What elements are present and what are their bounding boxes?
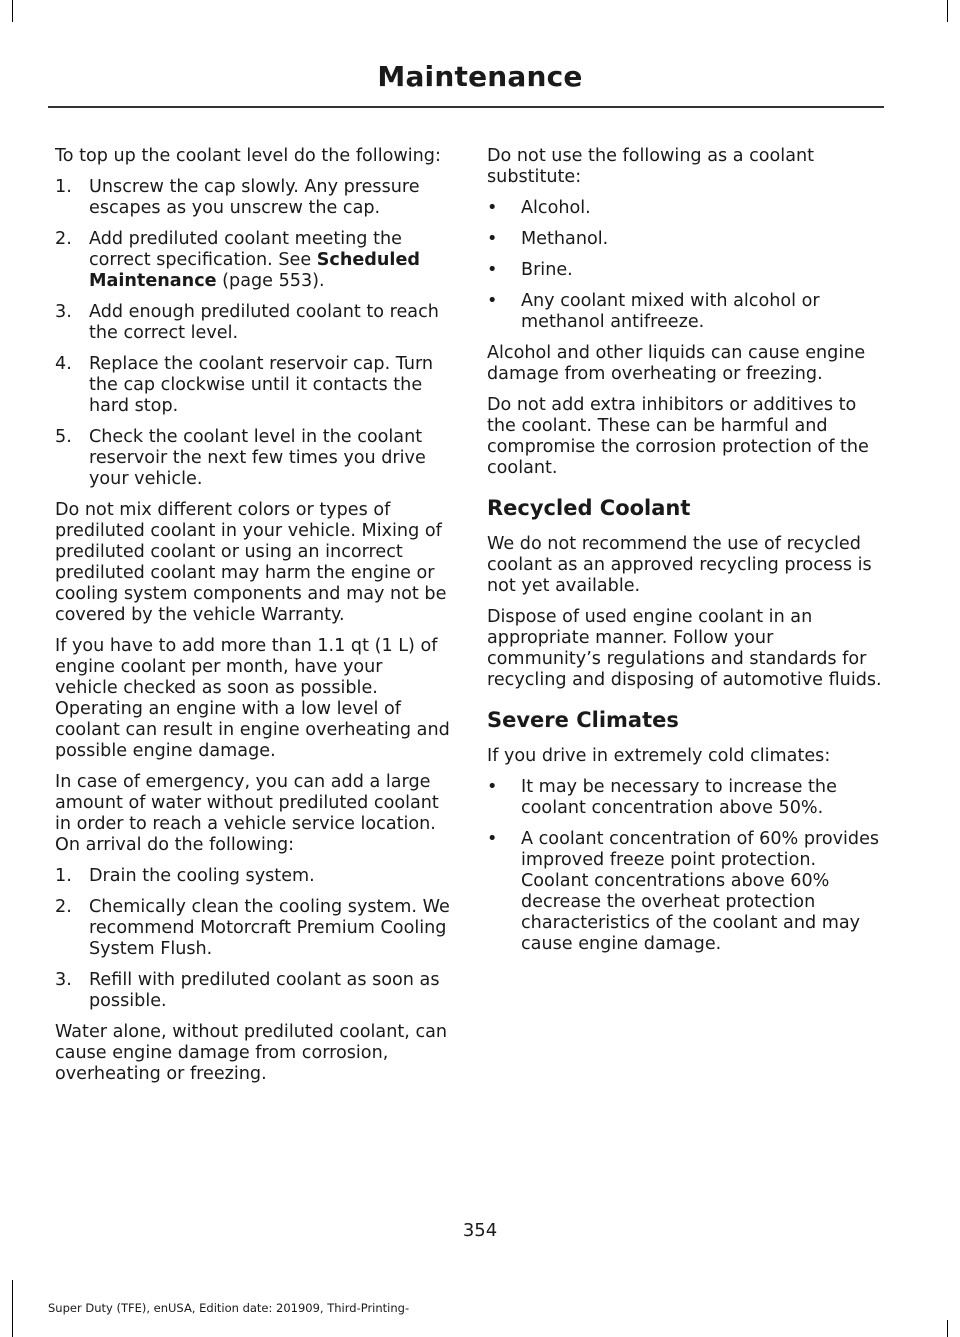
- bullet-icon: •: [487, 291, 498, 311]
- bullet-icon: •: [487, 260, 498, 280]
- step-text: Unscrew the cap slowly. Any pressure escapes as you unscrew the cap.: [89, 177, 420, 218]
- inhibitors-warning-text: Do not add extra inhibitors or additives to the coolant. These can be harmful and compromise the corrosion protection of the coolant.: [487, 395, 869, 478]
- right-column: [487, 146, 882, 965]
- step-text: Drain the cooling system.: [89, 866, 315, 886]
- bullet-text: Methanol.: [521, 229, 609, 249]
- water-warning-text: Water alone, without prediluted coolant, can cause engine damage from corrosion, overheating or freezing.: [55, 1022, 448, 1084]
- add-coolant-text: If you have to add more than 1.1 qt (1 L) of engine coolant per month, have your vehicle checked as soon as possible. Operating an engine with a low level of coolant can result in engine overheating and possible engine damage.: [55, 636, 450, 761]
- step-number: 3.: [55, 970, 72, 990]
- step-number: 5.: [55, 427, 72, 447]
- dispose-text: Dispose of used engine coolant in an appropriate manner. Follow your community’s regulations and standards for recycling and disposing of automotive fluids.: [487, 607, 882, 690]
- step-text: Add prediluted coolant meeting the correct specification. See: [89, 229, 402, 270]
- bullet-text: A coolant concentration of 60% provides improved freeze point protection. Coolant concentrations above 60% decrease the overheat protection characteristics of the coolant and may cause engine damage.: [521, 829, 880, 954]
- bullet-icon: •: [487, 777, 498, 797]
- list-item: [487, 829, 882, 955]
- page-number: 354: [462, 1220, 498, 1241]
- left-column: [55, 146, 450, 1095]
- crop-mark-top-right: [947, 0, 948, 22]
- crop-mark-bottom-left: [12, 1280, 13, 1337]
- page-reference: (page 553).: [216, 271, 325, 291]
- list-item: [55, 354, 450, 417]
- substitute-intro-text: Do not use the following as a coolant substitute:: [487, 146, 815, 187]
- cold-climate-text: If you drive in extremely cold climates:: [487, 746, 831, 766]
- list-item: [487, 229, 882, 250]
- list-item: [55, 897, 450, 960]
- bullet-icon: •: [487, 829, 498, 849]
- step-text: Refill with prediluted coolant as soon as possible.: [89, 970, 440, 1011]
- alcohol-warning-text: Alcohol and other liquids can cause engine damage from overheating or freezing.: [487, 343, 866, 384]
- list-item: [487, 198, 882, 219]
- recycled-text: We do not recommend the use of recycled coolant as an approved recycling process is not yet available.: [487, 534, 872, 596]
- intro-text: To top up the coolant level do the following:: [55, 146, 441, 166]
- step-text: Replace the coolant reservoir cap. Turn the cap clockwise until it contacts the hard stop.: [89, 354, 434, 416]
- list-item: [487, 777, 882, 819]
- bullet-text: Any coolant mixed with alcohol or methanol antifreeze.: [521, 291, 820, 332]
- step-number: 3.: [55, 302, 72, 322]
- bullet-text: Alcohol.: [521, 198, 591, 218]
- bullet-icon: •: [487, 198, 498, 218]
- list-item: [55, 866, 450, 887]
- cross-reference-link[interactable]: Scheduled Maintenance: [89, 250, 420, 291]
- step-number: 4.: [55, 354, 72, 374]
- step-number: 1.: [55, 866, 72, 886]
- emergency-steps: [55, 866, 450, 1012]
- step-number: 1.: [55, 177, 72, 197]
- step-number: 2.: [55, 229, 72, 249]
- bullet-text: Brine.: [521, 260, 573, 280]
- list-item: [55, 229, 450, 292]
- cold-climate-list: [487, 777, 882, 955]
- bullet-text: It may be necessary to increase the coolant concentration above 50%.: [521, 777, 837, 818]
- list-item: [487, 260, 882, 281]
- emergency-text: In case of emergency, you can add a large amount of water without prediluted coolant in order to reach a vehicle service location. On arrival do the following:: [55, 772, 439, 855]
- section-heading-recycled: Recycled Coolant: [487, 496, 691, 520]
- list-item: [487, 291, 882, 333]
- step-text: Check the coolant level in the coolant reservoir the next few times you drive your vehicle.: [89, 427, 426, 489]
- step-text: Add enough prediluted coolant to reach the correct level.: [89, 302, 439, 343]
- header-rule: [48, 106, 884, 108]
- bullet-icon: •: [487, 229, 498, 249]
- mix-warning-text: Do not mix different colors or types of prediluted coolant in your vehicle. Mixing of prediluted coolant or using an incorrect prediluted coolant may harm the engine or cooling system components and may not be covered by the vehicle Warranty.: [55, 500, 447, 625]
- crop-mark-top-left: [12, 0, 13, 22]
- top-up-steps: [55, 177, 450, 490]
- list-item: [55, 302, 450, 344]
- substitute-list: [487, 198, 882, 333]
- list-item: [55, 177, 450, 219]
- list-item: [55, 427, 450, 490]
- section-heading-severe: Severe Climates: [487, 708, 679, 732]
- page-title: Maintenance: [377, 60, 583, 93]
- step-text: Chemically clean the cooling system. We recommend Motorcraft Premium Cooling System Flush.: [89, 897, 450, 959]
- list-item: [55, 970, 450, 1012]
- crop-mark-bottom-right: [947, 1320, 948, 1337]
- step-number: 2.: [55, 897, 72, 917]
- footer-edition-text: Super Duty (TFE), enUSA, Edition date: 201909, Third-Printing-: [48, 1301, 410, 1315]
